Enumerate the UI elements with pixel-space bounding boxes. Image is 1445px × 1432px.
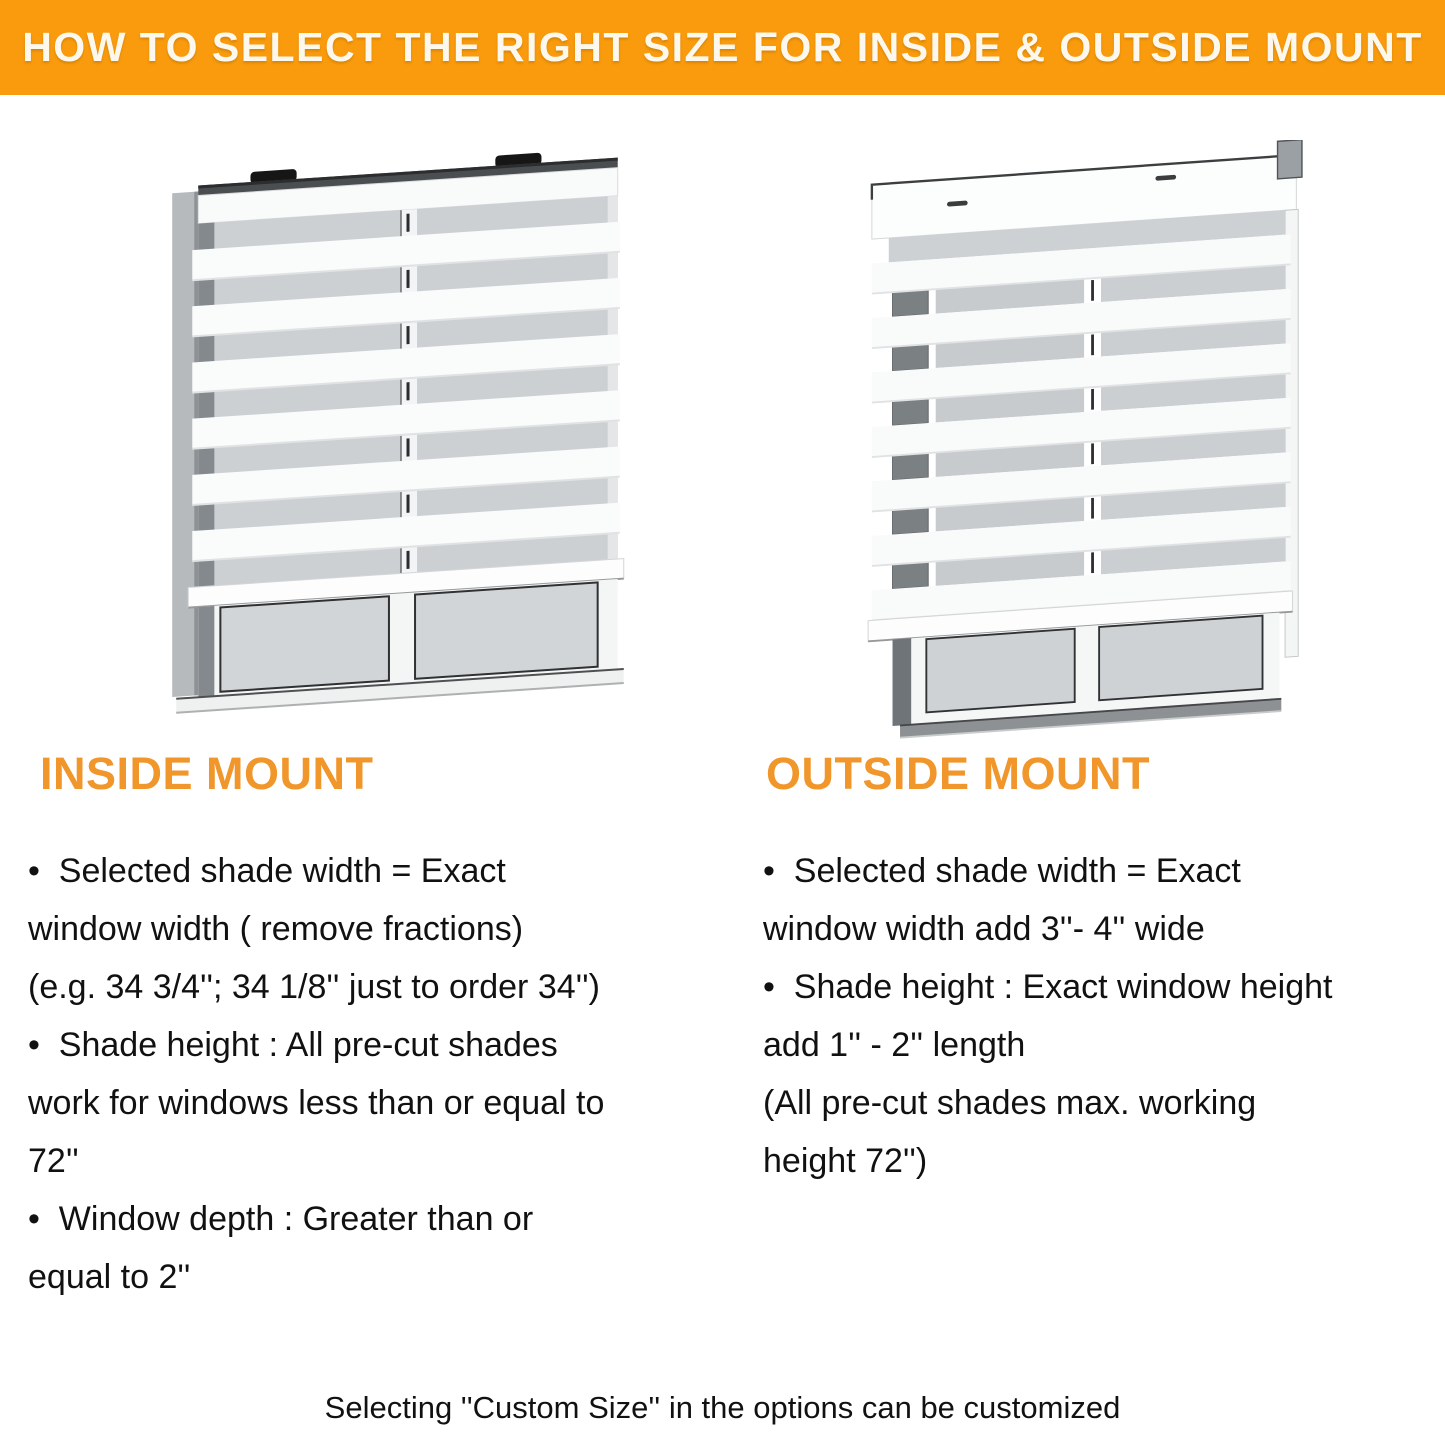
banner xyxy=(0,0,1445,95)
bullet-line: • Selected shade width = Exact xyxy=(763,852,1241,890)
outside-mount-illustration xyxy=(866,140,1336,741)
outside-mount-window-icon xyxy=(866,140,1336,741)
bullet-line: 72'' xyxy=(28,1142,79,1180)
outside-mount-heading: OUTSIDE MOUNT xyxy=(766,748,1150,799)
bullet-line: • Shade height : Exact window height xyxy=(763,968,1333,1006)
bullet-line: height 72'') xyxy=(763,1142,928,1180)
bullet-line: work for windows less than or equal to xyxy=(28,1084,605,1122)
outside-mount-bullets xyxy=(763,842,1445,1190)
inside-mount-bullets xyxy=(28,842,728,1306)
bullet-line: • Selected shade width = Exact xyxy=(28,852,506,890)
bullet-line: add 1'' - 2'' length xyxy=(763,1026,1026,1064)
footer-note: Selecting ''Custom Size'' in the options can be customized xyxy=(324,1390,1121,1425)
bullet-line: window width add 3''- 4'' wide xyxy=(763,910,1205,948)
bullet-line: window width ( remove fractions) xyxy=(28,910,524,948)
banner-title: HOW TO SELECT THE RIGHT SIZE FOR INSIDE & OUTSIDE MOUNT xyxy=(22,24,1423,70)
bullet-line: • Shade height : All pre-cut shades xyxy=(28,1026,558,1064)
inside-mount-heading: INSIDE MOUNT xyxy=(40,748,374,799)
bullet-line: equal to 2'' xyxy=(28,1258,191,1296)
bullet-line: • Window depth : Greater than or xyxy=(28,1200,534,1238)
bullet-line: (All pre-cut shades max. working xyxy=(763,1084,1257,1122)
inside-mount-window-icon xyxy=(158,148,650,730)
inside-mount-illustration xyxy=(158,148,650,730)
bullet-line: (e.g. 34 3/4''; 34 1/8'' just to order 34'') xyxy=(28,968,600,1006)
